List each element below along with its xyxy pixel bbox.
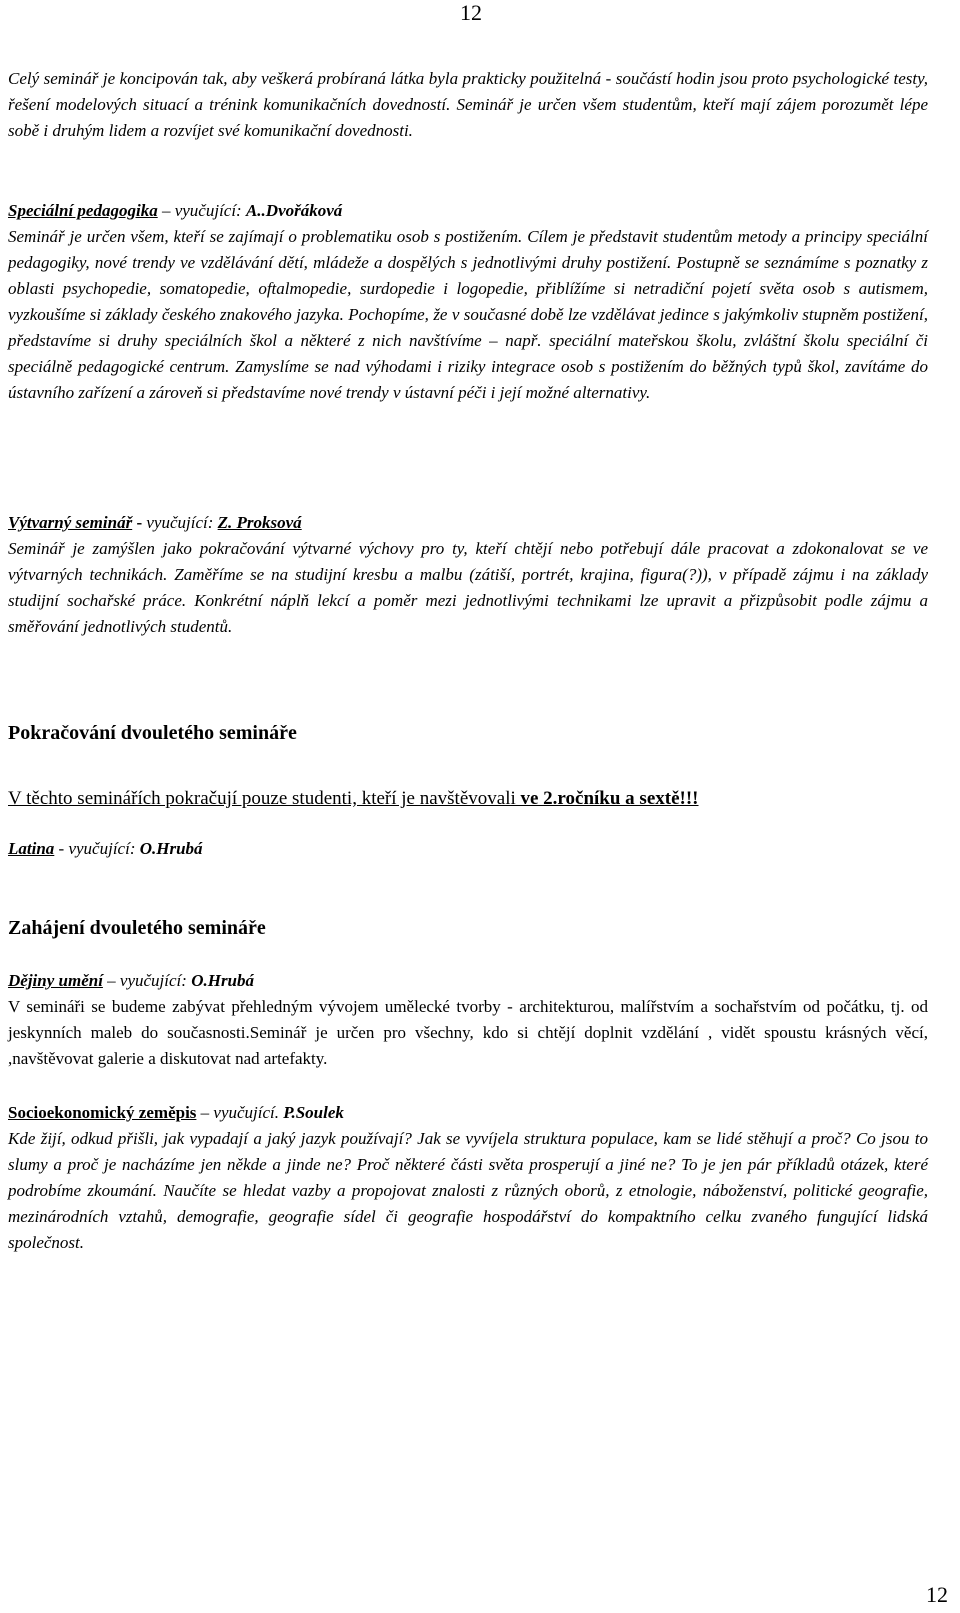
page-number-top: 12	[460, 0, 482, 25]
heading-dash: -	[132, 513, 147, 532]
teacher-name: O.Hrubá	[139, 839, 203, 858]
heading-dash: –	[157, 201, 175, 220]
heading-dash: -	[54, 839, 69, 858]
art-history-heading	[8, 968, 928, 994]
geography-section	[8, 1100, 928, 1256]
special-pedagogy-heading	[8, 198, 928, 224]
heading-dash: –	[196, 1103, 214, 1122]
special-pedagogy-title: Speciální pedagogika	[8, 201, 158, 220]
start-heading: Zahájení dvouletého semináře	[8, 917, 266, 939]
teacher-name: P.Soulek	[283, 1103, 344, 1122]
art-seminar-section	[8, 510, 928, 640]
intro-paragraph: Celý seminář je koncipován tak, aby veškerá probíraná látka byla prakticky použitelná - součástí hodin jsou proto psychologické testy, řešení modelových situací a trénink komunikačních dovedností. Seminář je určen všem studentům, kteří mají zájem porozumět lépe sobě i druhým lidem a rozvíjet své komunikační dovednosti.	[8, 69, 928, 140]
geography-title: Socioekonomický zeměpis	[8, 1103, 197, 1122]
continuation-section	[8, 720, 928, 746]
note-exclamation: !!!	[679, 788, 699, 809]
latin-line	[8, 836, 928, 862]
continuation-heading: Pokračování dvouletého semináře	[8, 722, 297, 744]
art-seminar-paragraph: Seminář je zamýšlen jako pokračování výtvarné výchovy pro ty, kteří chtějí nebo potřebují dále pracovat a zdokonalovat se ve výtvarných technikách. Zaměříme se na studijní kresbu a malbu (zátiší, portrét, krajina, figura(?)), v případě zájmu i na základy studijní sochařské práce. Konkrétní náplň lekcí a poměr mezi jednotlivými technikami lze upravit a přizpůsobit podle zájmu a směřování jednotlivých studentů.	[8, 539, 928, 636]
continuation-note	[8, 786, 928, 812]
geography-heading	[8, 1100, 928, 1126]
teacher-label: vyučující:	[119, 971, 192, 990]
art-history-title: Dějiny umění	[8, 971, 103, 990]
geography-paragraph: Kde žijí, odkud přišli, jak vypadají a jaký jazyk používají? Jak se vyvíjela struktura populace, kam se lidé stěhují a proč? Co jsou to slumy a proč je nacházíme jen někde a jinde ne? Proč některé části světa prosperují a jiné ne? To je jen pár příkladů otázek, které podrobíme zkoumání. Naučíte se hledat vazby a propojovat znalosti z různých oborů, z etnologie, náboženství, politické geografie, mezinárodních vztahů, demografie, geografie sídel či geografie hospodářství do kompaktního celku zvaného fungující lidská společnost.	[8, 1129, 928, 1252]
intro-section	[8, 66, 928, 144]
teacher-label: vyučující:	[146, 513, 218, 532]
note-text: V těchto seminářích pokračují pouze studenti, kteří je navštěvovali	[8, 788, 521, 809]
start-section	[8, 915, 928, 941]
art-seminar-heading	[8, 510, 928, 536]
page-number-bottom: 12	[926, 1582, 948, 1607]
art-seminar-title: Výtvarný seminář	[8, 513, 133, 532]
teacher-name: O.Hrubá	[191, 971, 255, 990]
teacher-name: A..Dvořáková	[245, 201, 343, 220]
heading-dash: –	[102, 971, 120, 990]
note-emphasis: ve 2.ročníku a sextě	[520, 788, 680, 809]
art-history-section	[8, 968, 928, 1072]
art-history-paragraph: V semináři se budeme zabývat přehledným vývojem umělecké tvorby - architekturou, malířstvím a sochařstvím od počátku, tj. od jeskynních maleb do současnosti.Seminář je určen pro všechny, kdo si chtějí doplnit vzdělání , vidět spoustu krásných věcí, ,navštěvovat galerie a diskutovat nad artefakty.	[8, 997, 928, 1068]
teacher-label: vyučující:	[174, 201, 246, 220]
special-pedagogy-section	[8, 198, 928, 406]
teacher-label: vyučující.	[213, 1103, 284, 1122]
teacher-name: Z. Proksová	[217, 513, 302, 532]
teacher-label: vyučující:	[68, 839, 140, 858]
special-pedagogy-paragraph: Seminář je určen všem, kteří se zajímají o problematiku osob s postižením. Cílem je představit studentům metody a principy speciální pedagogiky, nové trendy ve vzdělávání dětí, mládeže a dospělých s jednotlivými druhy postižení. Postupně se seznámíme s poznatky z oblasti psychopedie, somatopedie, oftalmopedie, surdopedie i logopedie, přiblížíme si netradiční pojetí světa osob s autismem, vyzkoušíme si základy českého znakového jazyka. Pochopíme, že v současné době lze vzdělávat jedince s jakýmkoliv stupněm postižení, představíme si druhy speciálních škol a některé z nich navštívíme – např. speciální mateřskou školu, zvláštní školu speciální či speciálně pedagogické centrum. Zamyslíme se nad výhodami i riziky integrace osob s postižením do běžných typů škol, zavítáme do ústavního zařízení a zároveň si představíme nové trendy v ústavní péči i její možné alternativy.	[8, 227, 928, 402]
latin-title: Latina	[8, 839, 55, 858]
